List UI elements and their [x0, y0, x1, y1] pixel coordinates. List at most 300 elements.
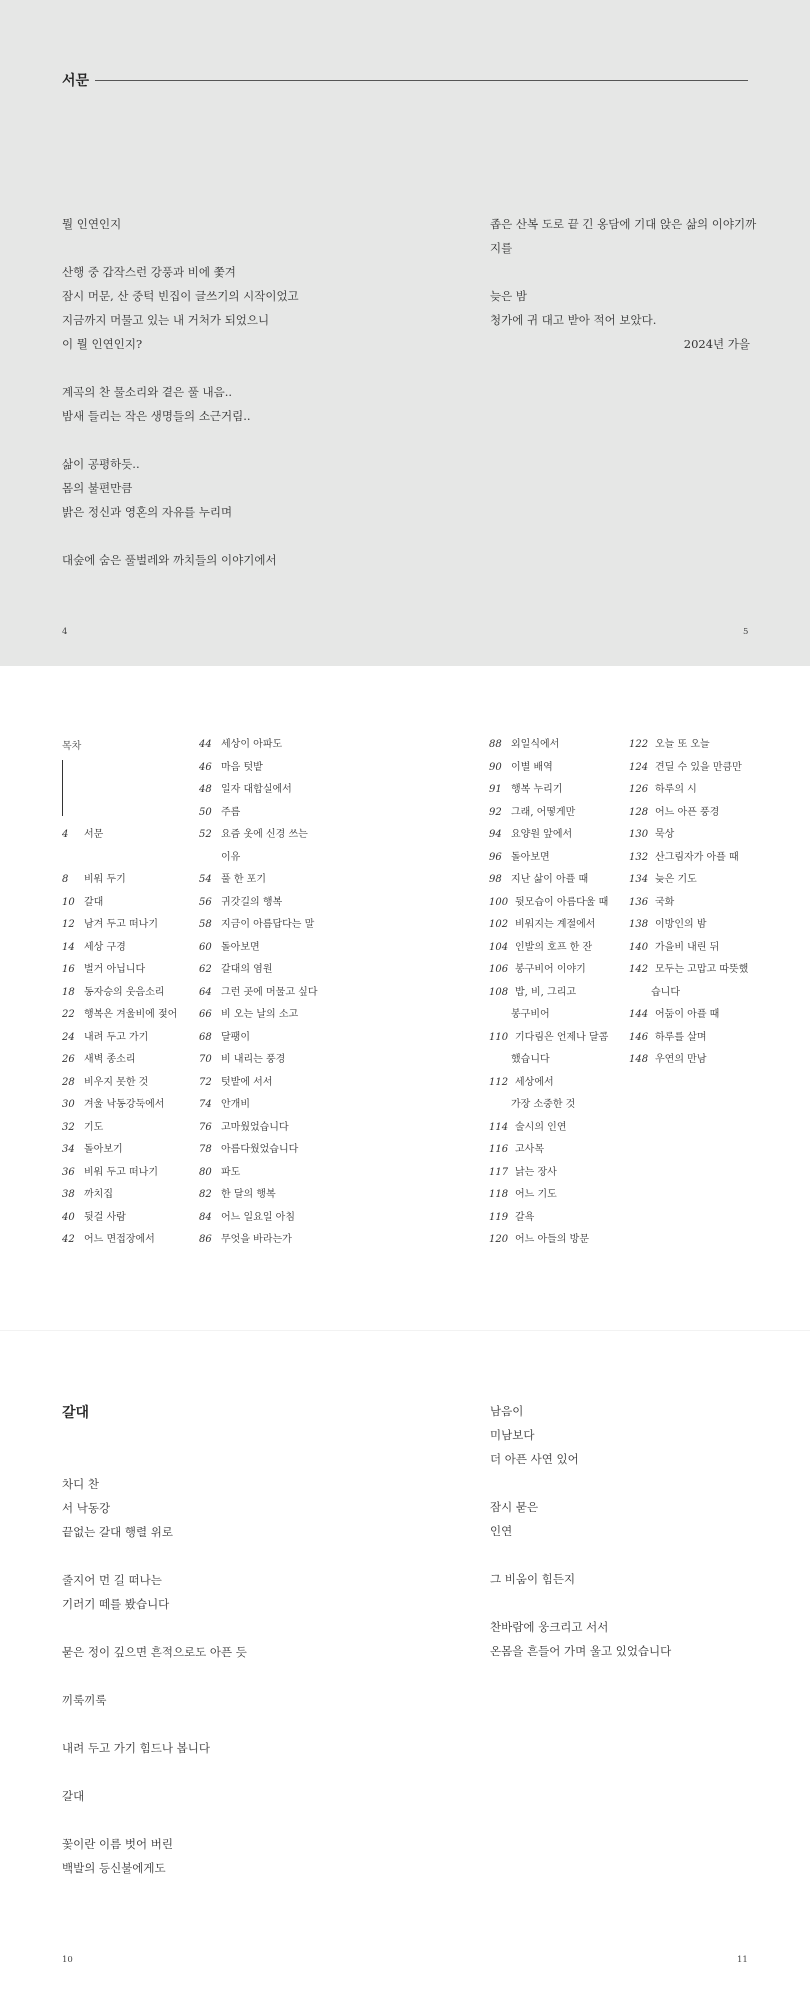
toc-page-number: 142 — [629, 964, 649, 975]
toc-entry[interactable] — [199, 1004, 317, 1027]
poem-line: 기러기 떼를 봤습니다 — [62, 1597, 170, 1611]
toc-entry[interactable] — [62, 982, 177, 1005]
toc-entry[interactable] — [489, 847, 608, 870]
toc-entry[interactable] — [62, 1207, 177, 1230]
toc-entry[interactable] — [489, 1229, 608, 1252]
toc-entry-continuation[interactable]: 가장 소중한 것 — [511, 1099, 576, 1110]
poem-line: 백발의 등신불에게도 — [62, 1861, 166, 1875]
toc-entry[interactable] — [199, 892, 317, 915]
spread-divider — [0, 1330, 810, 1331]
toc-entry[interactable] — [199, 734, 317, 757]
toc-entry-title: 어느 기도 — [515, 1189, 557, 1200]
toc-entry[interactable] — [62, 959, 177, 982]
toc-page-number: 10 — [62, 896, 75, 908]
poem-line: 줄지어 먼 길 떠나는 — [62, 1573, 162, 1587]
toc-entry-title: 어느 일요일 아침 — [221, 1211, 295, 1223]
preface-line: 잠시 머문, 산 중턱 빈집이 글쓰기의 시작이었고 — [62, 289, 299, 303]
toc-entry[interactable] — [629, 734, 748, 757]
toc-page-number: 42 — [62, 1234, 75, 1245]
toc-entry-title: 이방인의 밤 — [655, 919, 707, 930]
toc-entry[interactable] — [489, 892, 608, 915]
toc-page-number: 96 — [489, 851, 502, 863]
toc-page-number: 112 — [489, 1076, 509, 1088]
preface-line: 좁은 산복 도로 끝 긴 옹담에 기대 앉은 삶의 이야기까 — [490, 217, 757, 231]
toc-page-number: 50 — [199, 806, 212, 818]
toc-page-number: 34 — [62, 1144, 75, 1155]
toc-entry-title: 지난 삶이 아플 때 — [511, 874, 589, 885]
toc-entry[interactable] — [199, 757, 317, 780]
toc-page-number: 138 — [629, 919, 649, 930]
toc-page-number: 144 — [629, 1009, 649, 1020]
toc-page-number: 40 — [62, 1211, 75, 1223]
toc-entry-title: 술시의 인연 — [515, 1121, 567, 1133]
preface-spread — [0, 0, 810, 666]
toc-entry[interactable] — [199, 937, 317, 960]
toc-entry-title: 이별 배역 — [511, 761, 553, 773]
toc-entry-title: 세상이 아파도 — [221, 739, 283, 750]
toc-page-number: 146 — [629, 1031, 649, 1043]
toc-entry[interactable] — [62, 1162, 177, 1185]
toc-entry-title: 비우지 못한 것 — [84, 1076, 149, 1088]
toc-entry[interactable] — [629, 937, 748, 960]
toc-page-number: 76 — [199, 1121, 212, 1133]
toc-entry-title: 행복 누리기 — [511, 784, 563, 795]
toc-page-number: 122 — [629, 739, 649, 750]
toc-page-number: 26 — [62, 1054, 75, 1065]
preface-date: 2024년 가을 — [683, 337, 750, 351]
toc-entry-continuation[interactable]: 습니다 — [651, 986, 680, 998]
toc-page-number: 4 — [62, 829, 69, 840]
toc-page-number: 24 — [62, 1031, 75, 1043]
toc-entry[interactable] — [199, 959, 317, 982]
toc-entry[interactable] — [489, 1162, 608, 1185]
stanza-gap — [62, 1760, 392, 1784]
toc-page-number: 78 — [199, 1144, 212, 1155]
toc-entry[interactable] — [489, 1027, 608, 1050]
toc-entry-title: 동자승의 웃음소리 — [84, 986, 165, 998]
toc-column-3 — [489, 734, 608, 1252]
toc-page-number: 16 — [62, 964, 75, 975]
toc-entry-title: 하루의 시 — [655, 784, 697, 795]
toc-entry-title: 까치집 — [84, 1189, 113, 1200]
toc-entry[interactable] — [629, 892, 748, 915]
toc-page-number: 68 — [199, 1031, 212, 1043]
poem-right-column — [490, 1399, 790, 1663]
toc-page-number: 84 — [199, 1211, 212, 1223]
toc-entry-title: 서문 — [84, 829, 104, 840]
poem-line: 묻은 정이 깊으면 흔적으로도 아픈 듯 — [62, 1645, 247, 1659]
poem-line: 미남보다 — [490, 1428, 535, 1442]
stanza-gap — [62, 524, 392, 548]
toc-entry[interactable] — [489, 734, 608, 757]
toc-entry-title: 어둠이 아플 때 — [655, 1009, 720, 1020]
toc-entry-title: 비워지는 계절에서 — [515, 919, 596, 930]
toc-page-number: 18 — [62, 986, 75, 998]
toc-entry-title: 무엇을 바라는가 — [221, 1234, 292, 1245]
toc-page-number: 38 — [62, 1189, 75, 1200]
preface-line: 지를 — [490, 241, 513, 255]
toc-entry-title: 한 달의 행복 — [221, 1189, 276, 1200]
poem-line: 찬바람에 웅크리고 서서 — [490, 1620, 609, 1634]
toc-entry-title: 파도 — [221, 1166, 241, 1178]
toc-entry[interactable] — [629, 757, 748, 780]
toc-entry-title: 모두는 고맙고 따뜻했 — [655, 964, 749, 975]
poem-line: 꽃이란 이름 벗어 버린 — [62, 1837, 173, 1851]
toc-page-number: 110 — [489, 1031, 509, 1043]
toc-page-number: 88 — [489, 739, 502, 750]
toc-entry[interactable] — [629, 779, 748, 802]
toc-entry-title: 남겨 두고 떠나기 — [84, 919, 158, 930]
toc-page-number: 116 — [489, 1144, 509, 1155]
toc-entry-title: 돌아보면 — [221, 941, 260, 953]
toc-entry[interactable] — [62, 1139, 177, 1162]
toc-page-number: 119 — [489, 1211, 509, 1223]
toc-entry-title: 산그림자가 아플 때 — [655, 851, 739, 863]
stanza-gap — [490, 1591, 790, 1615]
toc-page-number: 44 — [199, 739, 212, 750]
toc-entry[interactable] — [199, 1094, 317, 1117]
toc-page-number: 58 — [199, 919, 212, 930]
preface-line: 대숲에 숨은 풀벌레와 까치들의 이야기에서 — [62, 553, 277, 567]
toc-page-number: 104 — [489, 941, 509, 953]
toc-entry[interactable] — [629, 1027, 748, 1050]
toc-page-number: 136 — [629, 896, 649, 908]
toc-entry-title: 고마웠었습니다 — [221, 1121, 289, 1133]
toc-entry-title: 행복은 겨울비에 젖어 — [84, 1009, 178, 1020]
toc-entry-title: 하루를 살며 — [655, 1031, 707, 1043]
toc-entry[interactable] — [629, 847, 748, 870]
toc-page-number: 74 — [199, 1099, 212, 1110]
stanza-gap — [62, 428, 392, 452]
toc-page-number: 62 — [199, 964, 212, 975]
page-number-right: 5 — [743, 627, 749, 637]
stanza-gap — [62, 1808, 392, 1832]
toc-entry[interactable] — [629, 869, 748, 892]
toc-entry[interactable] — [62, 1117, 177, 1140]
stanza-gap — [62, 1616, 392, 1640]
stanza-gap — [62, 236, 392, 260]
toc-entry[interactable] — [62, 824, 177, 847]
toc-entry[interactable] — [62, 1049, 177, 1072]
toc-entry[interactable] — [629, 802, 748, 825]
toc-entry[interactable] — [62, 1004, 177, 1027]
toc-label: 목차 — [62, 741, 82, 752]
toc-spacer — [62, 847, 177, 870]
preface-line: 삶이 공평하듯.. — [62, 457, 140, 471]
toc-entry[interactable] — [489, 959, 608, 982]
toc-entry-title: 가을비 내린 뒤 — [655, 941, 720, 953]
toc-entry[interactable] — [199, 1139, 317, 1162]
poem-line: 남음이 — [490, 1404, 524, 1418]
toc-entry[interactable] — [62, 892, 177, 915]
toc-spacer — [62, 779, 177, 802]
toc-page-number: 124 — [629, 761, 649, 773]
toc-entry-title: 우연의 만남 — [655, 1054, 707, 1065]
toc-entry[interactable] — [199, 1072, 317, 1095]
preface-left-column — [62, 212, 392, 572]
toc-page-number: 102 — [489, 919, 509, 930]
toc-entry-title: 봉구비어 이야기 — [515, 964, 586, 975]
page-number-left: 4 — [62, 627, 68, 637]
toc-entry-title: 낡는 장사 — [515, 1166, 557, 1178]
toc-entry-title: 일자 대합실에서 — [221, 784, 292, 795]
stanza-gap — [62, 1664, 392, 1688]
toc-entry[interactable] — [489, 1207, 608, 1230]
preface-title: 서문 — [62, 73, 90, 89]
toc-page-number: 30 — [62, 1099, 75, 1110]
poem-line: 끼룩끼룩 — [62, 1693, 107, 1707]
toc-page-number: 106 — [489, 964, 509, 975]
toc-entry-title: 기도 — [84, 1121, 104, 1133]
toc-entry-title: 견딜 수 있을 만큼만 — [655, 761, 742, 773]
toc-entry[interactable] — [62, 1229, 177, 1252]
toc-page-number: 86 — [199, 1234, 212, 1245]
toc-spacer — [62, 802, 177, 825]
toc-entry-title: 세상에서 — [515, 1076, 554, 1088]
poem-line: 더 아픈 사연 있어 — [490, 1452, 579, 1466]
poem-line: 내려 두고 가기 힘드나 봅니다 — [62, 1741, 210, 1755]
toc-entry-title: 뒷걸 사람 — [84, 1211, 126, 1223]
toc-page-number: 114 — [489, 1121, 509, 1133]
toc-entry-title: 묵상 — [655, 829, 675, 840]
toc-entry-title: 풀 한 포기 — [221, 874, 266, 885]
toc-entry-title: 요양원 앞에서 — [511, 829, 573, 840]
preface-line: 뭘 인연인지 — [62, 217, 122, 231]
toc-entry-title: 비워 두기 — [84, 874, 126, 885]
toc-page-number: 82 — [199, 1189, 212, 1200]
toc-entry-title: 그래, 어떻게만 — [511, 806, 576, 818]
toc-entry-title: 고사목 — [515, 1144, 544, 1155]
toc-entry[interactable] — [62, 1027, 177, 1050]
toc-entry[interactable] — [199, 982, 317, 1005]
toc-entry-continuation[interactable]: 했습니다 — [511, 1054, 550, 1065]
toc-page-number: 64 — [199, 986, 212, 998]
toc-entry[interactable] — [199, 869, 317, 892]
toc-entry-title: 비 내리는 풍경 — [221, 1054, 286, 1065]
toc-entry-title: 안개비 — [221, 1099, 250, 1110]
toc-entry-title: 돌아보면 — [511, 851, 550, 863]
toc-entry[interactable] — [489, 1117, 608, 1140]
toc-page-number: 14 — [62, 941, 75, 953]
toc-page-number: 28 — [62, 1076, 75, 1088]
toc-entry[interactable] — [62, 1094, 177, 1117]
stanza-gap — [62, 356, 392, 380]
page-number-left: 10 — [62, 1955, 73, 1965]
poem-line: 그 비움이 힘든지 — [490, 1572, 576, 1586]
preface-line: 지금까지 머물고 있는 내 거처가 되었으니 — [62, 313, 270, 327]
toc-entry-title: 밥, 비, 그리고 — [515, 986, 577, 998]
preface-line: 계곡의 찬 물소리와 곁은 풀 내음.. — [62, 385, 233, 399]
toc-entry[interactable] — [489, 869, 608, 892]
toc-entry[interactable] — [62, 914, 177, 937]
stanza-gap — [490, 260, 750, 284]
stanza-gap — [62, 1544, 392, 1568]
toc-page-number: 134 — [629, 874, 649, 885]
toc-entry[interactable] — [199, 1027, 317, 1050]
toc-page-number: 132 — [629, 851, 649, 863]
toc-entry[interactable] — [62, 1072, 177, 1095]
preface-line: 이 뭘 인연인지? — [62, 337, 143, 351]
toc-page-number: 117 — [489, 1166, 509, 1178]
toc-entry-continuation[interactable]: 이유 — [221, 851, 241, 863]
toc-page-number: 60 — [199, 941, 212, 953]
toc-entry[interactable] — [629, 824, 748, 847]
toc-page-number: 70 — [199, 1054, 212, 1065]
toc-entry[interactable] — [62, 937, 177, 960]
toc-entry-title: 새벽 종소리 — [84, 1054, 136, 1065]
toc-entry-continuation[interactable]: 봉구비어 — [511, 1009, 550, 1020]
toc-page-number: 126 — [629, 784, 649, 795]
toc-spacer — [62, 757, 177, 780]
page-number-right: 11 — [737, 1955, 748, 1965]
toc-entry[interactable] — [489, 779, 608, 802]
toc-page-number: 54 — [199, 874, 212, 885]
toc-entry-title: 어느 아픈 풍경 — [655, 806, 720, 818]
preface-line: 늦은 밤 — [490, 289, 527, 303]
toc-page-number: 72 — [199, 1076, 212, 1088]
toc-entry-title: 인발의 호프 한 잔 — [515, 941, 593, 953]
toc-entry[interactable] — [199, 1162, 317, 1185]
toc-entry-title: 갈대 — [84, 896, 104, 908]
toc-entry-title: 텃밭에 서서 — [221, 1076, 273, 1088]
toc-entry-title: 늦은 기도 — [655, 874, 697, 885]
toc-page-number: 36 — [62, 1166, 75, 1178]
toc-entry-title: 갈욕 — [515, 1211, 535, 1223]
toc-page-number: 90 — [489, 761, 502, 773]
toc-page-number: 120 — [489, 1234, 509, 1245]
toc-entry[interactable] — [199, 1049, 317, 1072]
toc-page-number: 100 — [489, 896, 509, 908]
toc-entry[interactable] — [199, 914, 317, 937]
preface-line: 산행 중 갑작스런 강풍과 비에 쫓겨 — [62, 265, 236, 279]
toc-entry-title: 귀갓길의 행복 — [221, 896, 283, 908]
toc-entry[interactable] — [629, 1049, 748, 1072]
toc-entry[interactable] — [199, 824, 317, 847]
preface-right-column — [490, 212, 757, 356]
toc-entry[interactable] — [629, 1004, 748, 1027]
preface-line: 몸의 불편만큼 — [62, 481, 133, 495]
toc-entry-title: 겨울 낙동강둑에서 — [84, 1099, 165, 1110]
toc-entry[interactable] — [199, 779, 317, 802]
toc-page-number: 48 — [199, 784, 212, 795]
header-rule — [95, 80, 748, 81]
toc-entry[interactable] — [199, 1184, 317, 1207]
toc-entry-title: 지금이 아름답다는 말 — [221, 919, 315, 930]
toc-page-number: 8 — [62, 874, 69, 885]
toc-page-number: 52 — [199, 829, 212, 840]
preface-line: 밝은 정신과 영혼의 자유를 누리며 — [62, 505, 233, 519]
toc-page-number: 22 — [62, 1009, 75, 1020]
toc-page-number: 56 — [199, 896, 212, 908]
stanza-gap — [490, 1543, 790, 1567]
toc-column-1 — [62, 734, 177, 1252]
toc-entry-title: 갈대의 염원 — [221, 964, 273, 975]
toc-entry-title: 내려 두고 가기 — [84, 1031, 149, 1043]
poem-line: 인연 — [490, 1524, 513, 1538]
toc-entry-title: 비 오는 날의 소고 — [221, 1009, 299, 1020]
toc-entry[interactable] — [199, 802, 317, 825]
toc-entry-title: 외일식에서 — [511, 739, 560, 750]
toc-entry[interactable] — [62, 869, 177, 892]
toc-page-number: 130 — [629, 829, 649, 840]
toc-entry-title: 마음 텃밭 — [221, 761, 263, 773]
toc-entry-title: 주름 — [221, 806, 241, 818]
toc-spacer — [62, 734, 177, 757]
poem-line: 끝없는 갈대 행렬 위로 — [62, 1525, 173, 1539]
toc-column-4 — [629, 734, 748, 1072]
toc-entry[interactable] — [489, 824, 608, 847]
poem-line: 갈대 — [62, 1789, 85, 1803]
toc-page-number: 140 — [629, 941, 649, 953]
toc-entry-title: 어느 면접장에서 — [84, 1234, 155, 1245]
poem-line: 차디 찬 — [62, 1477, 99, 1491]
toc-entry-title: 아름다웠었습니다 — [221, 1144, 299, 1155]
poem-line: 잠시 묻은 — [490, 1500, 539, 1514]
toc-entry-title: 돌아보기 — [84, 1144, 123, 1155]
toc-entry-title: 세상 구경 — [84, 941, 126, 953]
stanza-gap — [62, 1712, 392, 1736]
stanza-gap — [490, 1471, 790, 1495]
toc-entry[interactable] — [489, 1072, 608, 1095]
toc-page-number: 108 — [489, 986, 509, 998]
toc-page-number: 94 — [489, 829, 502, 840]
toc-entry[interactable] — [629, 914, 748, 937]
toc-page-number: 12 — [62, 919, 75, 930]
toc-entry-title: 달팽이 — [221, 1031, 250, 1043]
toc-page-number: 91 — [489, 784, 502, 795]
poem-title: 갈대 — [62, 1405, 90, 1421]
toc-entry[interactable] — [62, 1184, 177, 1207]
preface-line: 청가에 귀 대고 받아 적어 보았다. — [490, 313, 657, 327]
toc-entry-title: 어느 아들의 방문 — [515, 1234, 589, 1245]
toc-entry-title: 요즘 옷에 신경 쓰는 — [221, 829, 308, 840]
toc-entry[interactable] — [199, 1207, 317, 1230]
toc-entry-title: 뒷모습이 아름다울 때 — [515, 896, 609, 908]
toc-column-2 — [199, 734, 317, 1252]
poem-left-column — [62, 1472, 392, 1880]
preface-line: 밤새 들리는 작은 생명들의 소근거림.. — [62, 409, 251, 423]
toc-page-number: 66 — [199, 1009, 212, 1020]
toc-entry[interactable] — [489, 937, 608, 960]
toc-page-number: 128 — [629, 806, 649, 818]
toc-entry-title: 그런 곳에 머물고 싶다 — [221, 986, 318, 998]
toc-page-number: 80 — [199, 1166, 212, 1178]
toc-entry-title: 국화 — [655, 896, 675, 908]
toc-page-number: 46 — [199, 761, 212, 773]
toc-entry[interactable] — [199, 1117, 317, 1140]
preface-header — [62, 71, 748, 89]
poem-line: 온몸을 흔들어 가며 울고 있었습니다 — [490, 1644, 672, 1658]
poem-line: 서 낙동강 — [62, 1501, 111, 1515]
toc-page-number: 32 — [62, 1121, 75, 1133]
toc-entry[interactable] — [489, 1139, 608, 1162]
toc-entry[interactable] — [489, 757, 608, 780]
toc-entry-title: 기다림은 언제나 달콤 — [515, 1031, 609, 1043]
toc-entry[interactable] — [489, 802, 608, 825]
toc-page-number: 118 — [489, 1189, 509, 1200]
toc-page-number: 92 — [489, 806, 502, 818]
toc-entry[interactable] — [629, 959, 748, 982]
toc-page-number: 98 — [489, 874, 502, 885]
toc-entry[interactable] — [489, 982, 608, 1005]
toc-page-number: 148 — [629, 1054, 649, 1065]
toc-entry-title: 벌거 아닙니다 — [84, 964, 146, 975]
toc-entry[interactable] — [489, 1184, 608, 1207]
toc-entry-title: 오늘 또 오늘 — [655, 739, 710, 750]
toc-entry[interactable] — [489, 914, 608, 937]
toc-entry[interactable] — [199, 1229, 317, 1252]
toc-entry-title: 비워 두고 떠나기 — [84, 1166, 158, 1178]
